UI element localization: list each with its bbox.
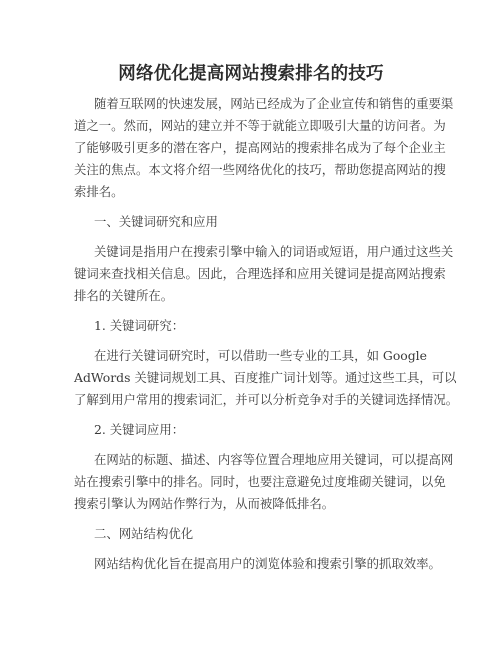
paragraph-line: 关注的焦点。本文将介绍一些网络优化的技巧，帮助您提高网站的搜 [74, 162, 446, 177]
paragraph-line: 站在搜索引擎中的排名。同时，也要注意避免过度堆砌关键词，以免 [74, 474, 446, 489]
paragraph-line: 在网站的标题、描述、内容等位置合理地应用关键词，可以提高网 [94, 452, 454, 467]
paragraph-line: 搜索引擎认为网站作弊行为，从而被降低排名。 [74, 496, 335, 511]
subheading: 2. 关键词应用： [94, 422, 185, 437]
subheading: 1. 关键词研究： [94, 318, 185, 333]
document-title: 网络优化提高网站搜索排名的技巧 [118, 64, 384, 84]
paragraph-line: 网站结构优化旨在提高用户的浏览体验和搜索引擎的抓取效率。 [94, 556, 441, 571]
paragraph-line: 了解到用户常用的搜索词汇，并可以分析竞争对手的关键词选择情况。 [74, 392, 459, 407]
paragraph-line: 道之一。然而，网站的建立并不等于就能立即吸引大量的访问者。为 [74, 118, 446, 133]
paragraph-line: 随着互联网的快速发展，网站已经成为了企业宣传和销售的重要渠 [94, 96, 454, 111]
paragraph-line: AdWords 关键词规划工具、百度推广词计划等。通过这些工具，可以 [74, 370, 457, 385]
paragraph-line: 了能够吸引更多的潜在客户，提高网站的搜索排名成为了每个企业主 [74, 140, 446, 155]
section-heading: 一、关键词研究和应用 [94, 214, 218, 229]
paragraph-line: 索排名。 [74, 184, 124, 199]
section-heading: 二、网站结构优化 [94, 526, 194, 541]
paragraph-line: 关键词是指用户在搜索引擎中输入的词语或短语，用户通过这些关 [94, 244, 454, 259]
paragraph-line: 在进行关键词研究时，可以借助一些专业的工具，如 Google [94, 348, 427, 363]
paragraph-line: 排名的关键所在。 [74, 288, 174, 303]
paragraph-line: 键词来查找相关信息。因此，合理选择和应用关键词是提高网站搜索 [74, 266, 446, 281]
